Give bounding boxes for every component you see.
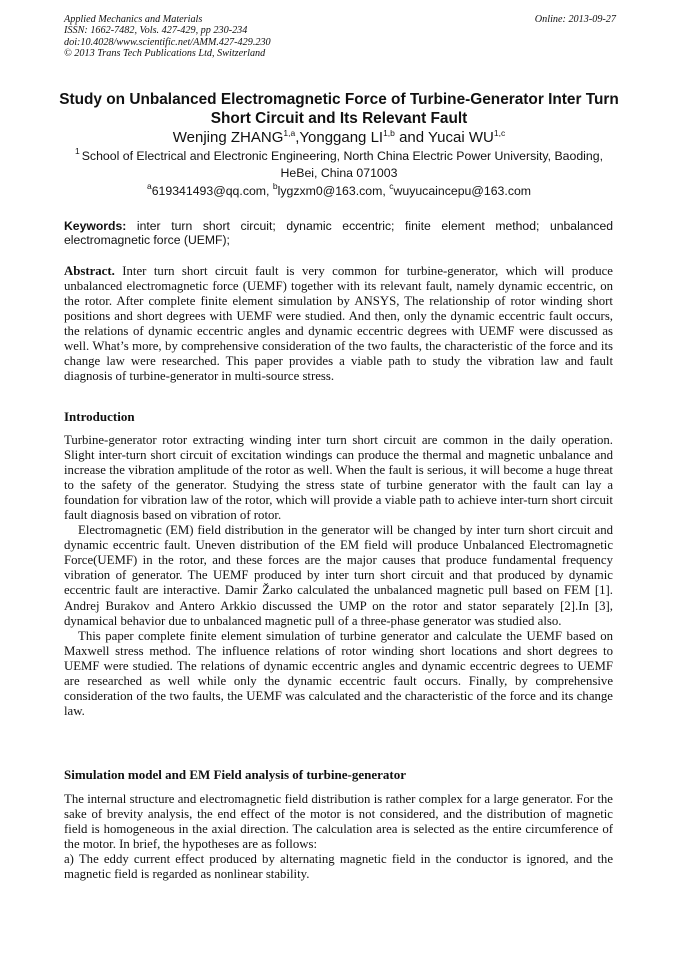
author-name: Yonggang LI [299,129,384,146]
author-separator: and [394,129,428,146]
introduction-body [64,433,613,719]
email-link[interactable]: 619341493@qq.com, [151,184,273,198]
copyright-line: © 2013 Trans Tech Publications Ltd, Switzerland [64,47,266,59]
author-superscript: 1,c [493,128,506,138]
author-line [40,129,638,147]
email-line [40,183,638,200]
keywords-label: Keywords: [64,219,127,233]
email-superscript: b [272,181,278,191]
paragraph: The internal structure and electromagnetic field distribution is rather complex for a large generator. For the sake of brevity analysis, the end effect of the motor is not considered, and the distribution of magnetic field is homogeneous in the axial direction. The calculation area is selected as the entire circumference of the motor. In brief, the hypotheses are as follows: [64,792,613,852]
paragraph: Turbine-generator rotor extracting winding inter turn short circuit are common in the daily operation. Slight inter-turn short circuit of excitation windings can produce the thermal and magnetic unbalance and increase the vibration amplitude of the rotor as well. When the fault is serious, it will become a huge threat to the safety of the generator. Studying the stress state of turbine generator with the fault can lay a foundation for vibration law of the rotor, which will provide a viable path to achieve inter-turn short circuit fault diagnosis based on vibration of rotor. [64,433,613,523]
author-superscript: 1,b [383,128,395,138]
simulation-body [64,792,613,882]
introduction-heading: Introduction [64,409,135,424]
abstract-text: Inter turn short circuit fault is very common for turbine-generator, which will produce unbalanced electromagnetic force (UEMF) together with its relevant fault, namely dynamic eccentric, on the rotor. After complete finite element simulation by ANSYS, The relationship of rotor winding short positions and short degrees with UEMF were studied. And then, only the dynamic eccentric fault occurs, the relations of dynamic eccentric angles and dynamic eccentric degrees with UEMF were discussed as well. What’s more, by comprehensive consideration of the two faults, the characteristic of the force and its change law were researched. This paper provides a viable path to study the vibration law and fault diagnosis of turbine-generator in multi-source stress. [64,264,613,384]
abstract-label: Abstract. [64,264,115,278]
affiliation-superscript: 1 [74,146,80,156]
email-superscript: c [389,181,394,191]
journal-name: Applied Mechanics and Materials [64,14,203,25]
author-name: Wenjing ZHANG [172,129,284,146]
email-link[interactable]: wuyucaincepu@163.com [393,184,532,198]
doi-line: doi:10.4028/www.scientific.net/AMM.427-429.230 [64,36,271,48]
email-link[interactable]: lygzxm0@163.com, [277,184,390,198]
journal-header [64,14,616,59]
paragraph: Electromagnetic (EM) field distribution in the generator will be changed by inter turn short circuit and dynamic eccentric fault. Uneven distribution of the EM field will produce Unbalanced Electromagnetic Force(UEMF) in the rotor, and these forces are the major causes that produce fundamental frequency vibration of generator. The UEMF produced by inter turn short circuit and that produced by dynamic eccentric fault are interactive. Damir Žarko calculated the unbalanced magnetic pull based on FEM [1]. Andrej Burakov and Antero Arkkio discussed the UMP on the rotor and stator separately [2].In [3], dynamical behavior due to unbalanced magnetic pull of a three-phase generator was studied also. [64,523,613,628]
issn-line: ISSN: 1662-7482, Vols. 427-429, pp 230-234 [64,25,248,37]
simulation-heading: Simulation model and EM Field analysis of turbine-generator [64,767,406,782]
affiliation-text: School of Electrical and Electronic Engineering, North China Electric Power University, Baoding, HeBei, China 071003 [81,149,603,180]
keywords-text: inter turn short circuit; dynamic eccentric; finite element method; unbalanced electromagnetic force (UEMF); [64,219,613,248]
abstract-block [64,264,613,384]
keywords-block [64,219,613,248]
paragraph: a) The eddy current effect produced by alternating magnetic field in the conductor is ignored, and the magnetic field is regarded as nonlinear stability. [64,852,613,882]
author-name: Yucai WU [428,129,494,146]
email-superscript: a [146,181,152,191]
online-date: Online: 2013-09-27 [534,14,616,25]
author-superscript: 1,a [283,128,296,138]
paper-title: Study on Unbalanced Electromagnetic Force of Turbine-Generator Inter Turn Short Circuit and Its Relevant Fault [59,91,619,127]
affiliation [66,148,612,182]
author-separator: , [295,129,300,146]
paragraph: This paper complete finite element simulation of turbine generator and calculate the UEMF based on Maxwell stress method. The influence relations of rotor winding short locations and short degrees to UEMF were studied. The relations of dynamic eccentric angles and dynamic eccentric degrees to UEMF are researched as well while only the dynamic eccentric fault occurs. Finally, by comprehensive consideration of the two faults, the UEMF was calculated and the characteristic of the force and its change law. [64,628,613,718]
